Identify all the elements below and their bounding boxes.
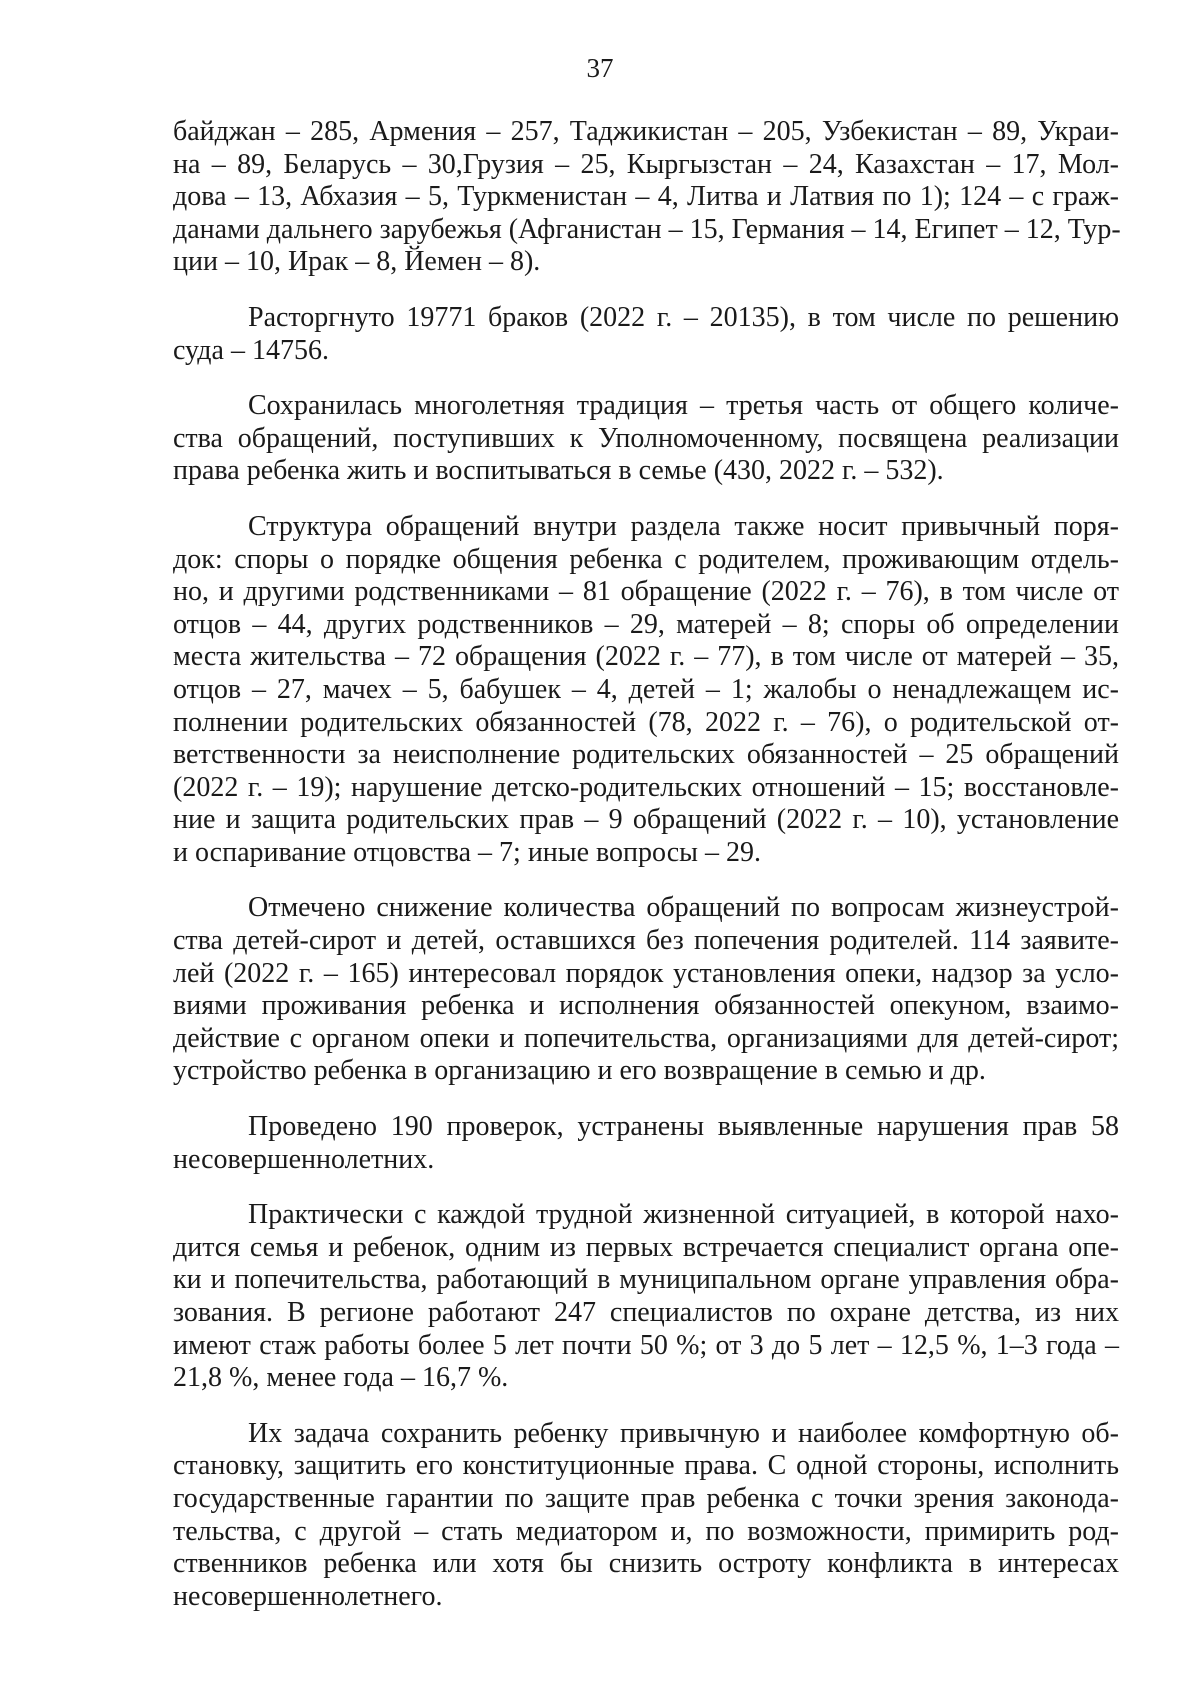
text-line: становку, защитить его конституционные права. С одной стороны, исполнить (173, 1450, 1119, 1482)
text-line: несовершеннолетнего. (173, 1580, 443, 1612)
text-line: данами дальнего зарубежья (Афганистан – 15, Германия – 14, Египет – 12, Тур- (173, 213, 1121, 245)
text-line: Проведено 190 проверок, устранены выявленные нарушения прав 58 (248, 1111, 1119, 1143)
text-line: тельства, с другой – стать медиатором и, по возможности, примирить род- (173, 1515, 1119, 1547)
text-line: ние и защита родительских прав – 9 обращений (2022 г. – 10), установление (173, 804, 1119, 836)
text-line: виями проживания ребенка и исполнения обязанностей опекуном, взаимо- (173, 990, 1119, 1022)
text-line: лей (2022 г. – 165) интересовал порядок установления опеки, надзор за усло- (173, 957, 1119, 989)
text-line: Сохранилась многолетняя традиция – третья часть от общего количе- (248, 390, 1119, 422)
text-line: (2022 г. – 19); нарушение детско-родительских отношений – 15; восстановле- (173, 771, 1119, 803)
text-line: действие с органом опеки и попечительства, организациями для детей-сирот; (173, 1022, 1119, 1054)
text-line: имеют стаж работы более 5 лет почти 50 %; от 3 до 5 лет – 12,5 %, 1–3 года – (173, 1329, 1119, 1361)
paragraph (173, 302, 1119, 367)
text-line: Структура обращений внутри раздела также носит привычный поря- (248, 510, 1119, 542)
text-line: дова – 13, Абхазия – 5, Туркменистан – 4, Литва и Латвия по 1); 124 – с граж- (173, 181, 1119, 213)
text-line: док: споры о порядке общения ребенка с родителем, проживающим отдель- (173, 543, 1119, 575)
text-line: ветственности за неисполнение родительских обязанностей – 25 обращений (173, 739, 1119, 771)
text-line: права ребенка жить и воспитываться в семье (430, 2022 г. – 532). (173, 455, 944, 487)
text-line: ства обращений, поступивших к Уполномоченному, посвящена реализации (173, 422, 1119, 454)
paragraph (173, 116, 1119, 279)
text-line: байджан – 285, Армения – 257, Таджикистан – 205, Узбекистан – 89, Украи- (173, 116, 1119, 147)
text-line: несовершеннолетних. (173, 1143, 435, 1175)
text-line: на – 89, Беларусь – 30,Грузия – 25, Кыргызстан – 24, Казахстан – 17, Мол- (173, 148, 1119, 180)
text-line: отцов – 27, мачех – 5, бабушек – 4, детей – 1; жалобы о ненадлежащем ис- (173, 673, 1119, 705)
text-line: и оспаривание отцовства – 7; иные вопросы – 29. (173, 836, 761, 868)
text-line: суда – 14756. (173, 334, 329, 366)
text-line: но, и другими родственниками – 81 обращение (2022 г. – 76), в том числе от (173, 576, 1119, 608)
text-line: зования. В регионе работают 247 специалистов по охране детства, из них (173, 1297, 1119, 1328)
text-line: полнении родительских обязанностей (78, 2022 г. – 76), о родительской от- (173, 706, 1119, 738)
text-line: ции – 10, Ирак – 8, Йемен – 8). (173, 246, 541, 278)
page-number: 37 (586, 53, 614, 83)
text-line: Отмечено снижение количества обращений по вопросам жизнеустрой- (248, 892, 1119, 924)
text-line: устройство ребенка в организацию и его возвращение в семью и др. (173, 1055, 986, 1087)
paragraph (173, 892, 1119, 1088)
paragraph (173, 1199, 1119, 1395)
body-text (173, 116, 1119, 1636)
text-line: 21,8 %, менее года – 16,7 %. (173, 1362, 509, 1394)
text-line: ства детей-сирот и детей, оставшихся без попечения родителей. 114 заявите- (173, 925, 1119, 957)
text-line: дится семья и ребенок, одним из первых встречается специалист органа опе- (173, 1231, 1119, 1263)
paragraph (173, 1111, 1119, 1176)
paragraph (173, 390, 1119, 488)
text-line: Практически с каждой трудной жизненной ситуацией, в которой нахо- (248, 1199, 1119, 1231)
text-line: Их задача сохранить ребенку привычную и наиболее комфортную об- (248, 1417, 1119, 1449)
paragraph (173, 511, 1119, 870)
text-line: Расторгнуто 19771 браков (2022 г. – 20135), в том числе по решению (248, 301, 1119, 333)
text-line: места жительства – 72 обращения (2022 г. – 77), в том числе от матерей – 35, (173, 641, 1119, 673)
text-line: ки и попечительства, работающий в муниципальном органе управления обра- (173, 1264, 1119, 1296)
text-line: государственные гарантии по защите прав ребенка с точки зрения законода- (173, 1482, 1119, 1514)
text-line: ственников ребенка или хотя бы снизить остроту конфликта в интересах (173, 1548, 1119, 1580)
text-line: отцов – 44, других родственников – 29, матерей – 8; споры об определении (173, 608, 1119, 640)
paragraph (173, 1418, 1119, 1614)
